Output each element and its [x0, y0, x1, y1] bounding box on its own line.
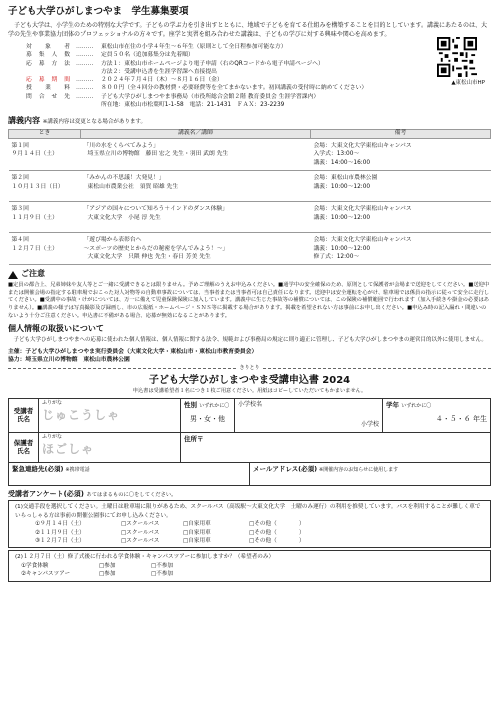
table-row: [9, 233, 491, 265]
guardian-label: 保護者 氏名: [9, 433, 39, 462]
info-value: 子ども大学ひがしまつやま事務局（市役所総合会館２階 教育委員会 生涯学習課内）: [101, 93, 320, 100]
student-label: 受講者 氏名: [9, 399, 39, 432]
grade-field[interactable]: 学年 いずれかに〇 ４・５・６ 年生: [386, 400, 487, 423]
survey-option[interactable]: □スクールバス: [121, 537, 160, 544]
info-row: [26, 76, 406, 84]
lecture-title: 「みかんの不思議！大発見！」 東松山市農業公社 須賀 昭雄 先生: [81, 171, 311, 202]
survey-q1-row[interactable]: [15, 537, 484, 545]
warning-icon: [8, 271, 18, 279]
survey-item: ①学食体験: [21, 562, 49, 569]
cooperation-line: 協力：埼玉県立川の博物館 東松山市農林公園: [8, 357, 130, 364]
survey-title: 受講者アンケート(必須) あてはまるものに〇をしてください。: [8, 489, 177, 498]
lecture-title: 「遊び場から表彰台へ 〜スポーツの歴史とからだの秘密を学んでみよう！〜」 大東文化大学 只隈 伸也 先生・春日 芳美 先生: [81, 233, 311, 265]
recruitment-page: [8, 6, 491, 584]
intro-text: 子ども大学は、小学生のための特別な大学です。子どもの学ぶ力を引き出すとともに、地域で子どもを育てる仕組みを構築することを目的としています。講義にあたるのは、大学の先生や事業協力団体のプロフェッショナルの方々です。座学と実習を組み合わせた講義は、子どもの学びに対する興味や関心を高めます。: [8, 21, 488, 38]
info-key: 募集人数: [26, 52, 70, 59]
info-row: [26, 93, 406, 101]
survey-option[interactable]: □参加: [99, 571, 116, 578]
privacy-text: 子ども大学ひがしまつやまへの応募に使われた個人情報は、個人情報に関する法令、規範および事務局の規定に則り適正に管理し、子ども大学ひがしまつやまの運営目的以外に使用しません。: [8, 337, 487, 344]
survey-option[interactable]: □その他（ ）: [249, 521, 305, 528]
col-header-note: 備考: [311, 129, 491, 138]
leader-dots: [76, 68, 98, 76]
school-field[interactable]: 小学校名 小学校: [235, 399, 383, 432]
info-key: 応募期間: [26, 77, 70, 84]
application-form: [8, 398, 491, 486]
lecture-date: 第２回 １０月１３日（日）: [9, 171, 81, 202]
info-value: ８００円（全４回分の教材費・必要経費等を全てまかないます。初回講義の受付時に納めてください）: [101, 85, 368, 92]
notes-title: ご注意: [8, 269, 491, 280]
info-row: [26, 43, 406, 51]
lecture-date: 第４回 １２月７日（土）: [9, 233, 81, 265]
table-row: [9, 202, 491, 233]
survey-q1-row[interactable]: [15, 520, 484, 528]
info-row: [26, 51, 406, 59]
survey-item: ②キャンパスツアー: [21, 571, 71, 578]
lecture-note: 会場：大東文化大学東松山キャンパス 講義：10:00〜12:00 修了式：12:00〜: [311, 233, 491, 265]
lecture-note: 会場：大東文化大学東松山キャンパス 入学式：13:00〜 講義：14:00〜16:00: [311, 138, 491, 170]
survey-option[interactable]: □自家用車: [183, 529, 211, 536]
survey-date: ②１１月９日（土）: [35, 529, 85, 536]
col-header-date: とき: [9, 129, 81, 138]
qr-caption: ▲東松山市HP: [451, 80, 485, 87]
lecture-note: 会場：大東文化大学東松山キャンパス 講義：10:00〜12:00: [311, 202, 491, 233]
info-row: [26, 68, 406, 76]
survey-q1: (1)交通手段を選択してください。土曜日は駐車場に限りがあるため、スクールバス（高坂駅〜大東文化大学 土曜のみ運行）の利用を推奨しています。バスを利用することが難しく車でいらっしゃる方は事前の開催公園事にてお申し込みください。 ①９月１４日（土） □スクールバス □自家用車 □その他（ ） ②１１月９日（土） □スクールバス □自家用車 □その他（ ） ③１２月７日（土） □スクールバス □自家用車 □その他（ ）: [8, 500, 491, 548]
leader-dots: ………: [76, 44, 94, 51]
leader-dots: ………: [76, 60, 94, 67]
survey-option[interactable]: □不参加: [151, 571, 174, 578]
info-key: [26, 68, 70, 76]
info-row: [26, 84, 406, 92]
address-field[interactable]: 住所〒: [184, 434, 204, 443]
form-subtitle: 申込書は受講希望者１名につき１枚ご用意ください。用紙はコピーしていただいてもかまいません。: [132, 387, 367, 394]
survey-option[interactable]: □その他（ ）: [249, 529, 305, 536]
survey-option[interactable]: □自家用車: [183, 521, 211, 528]
table-row: [9, 138, 491, 170]
info-value: ２０２４年７月４日（木）〜８月１６日（金）: [101, 77, 223, 84]
guardian-name-field[interactable]: ふりがな ほごしゃ: [39, 433, 181, 462]
form-title: 子ども大学ひがしまつやま受講申込書 2024: [148, 375, 351, 387]
table-row: [9, 171, 491, 202]
info-value: 所在地：東松山市松葉町1-1-58 電話：21-1431 ＦＡＸ：23-2239: [101, 101, 285, 108]
privacy-title: 個人情報の取扱いについて: [8, 324, 104, 334]
leader-dots: ………: [76, 52, 94, 59]
info-key: 問合せ先: [26, 93, 70, 100]
info-section: [8, 43, 491, 115]
survey-option[interactable]: □不参加: [151, 562, 174, 569]
info-key: 対象者: [26, 44, 70, 51]
student-name-field[interactable]: ふりがな じゅこうしゃ: [39, 399, 181, 432]
survey-q2: (2)１２月７日（土）修了式後に行われる学食体験・キャンパスツアーに参加しますか？（希望者のみ） ①学食体験 □参加 □不参加 ②キャンパスツアー □参加 □不参加: [8, 550, 491, 581]
survey-option[interactable]: □スクールバス: [121, 529, 160, 536]
survey-option[interactable]: □その他（ ）: [249, 537, 305, 544]
leader-dots: ………: [76, 85, 94, 92]
survey-q2-row[interactable]: [15, 570, 484, 578]
survey-option[interactable]: □参加: [99, 562, 116, 569]
info-value: 定員５０名（追加募集分は先着順）: [101, 52, 194, 59]
page-title: 子ども大学ひがしまつやま 学生募集要項: [8, 6, 189, 17]
leader-dots: ………: [76, 77, 94, 84]
info-row: [26, 60, 406, 68]
survey-q1-row[interactable]: [15, 529, 484, 537]
guardian-furigana-sample: ほごしゃ: [42, 441, 95, 456]
survey-hint: あてはまるものに〇をしてください。: [86, 491, 177, 498]
emergency-contact-field[interactable]: 緊急連絡先(必須) ※携帯電話: [9, 463, 250, 485]
qr-code-icon[interactable]: [437, 37, 477, 77]
info-key: 授業料: [26, 85, 70, 92]
lecture-note: 会場：東松山市農林公園 講義：10:00〜12:00: [311, 171, 491, 202]
survey-q2-row[interactable]: [15, 562, 484, 570]
lectures-note: ※講義内容は変更となる場合があります。: [42, 119, 146, 126]
survey-date: ③１２月７日（土）: [35, 537, 85, 544]
col-header-title: 講義名／講師: [81, 129, 311, 138]
lectures-title: 講義内容 ※講義内容は変更となる場合があります。: [8, 116, 146, 126]
lecture-table: [8, 129, 491, 265]
info-value: 方法２：受講申込書を生涯学習課へ直接提出: [101, 68, 217, 75]
host-line: 主催：子ども大学ひがしまつやま実行委員会（大東文化大学・東松山市・東松山市教育委員会）: [8, 349, 258, 356]
lecture-date: 第１回 ９月１４日（土）: [9, 138, 81, 170]
info-value: 東松山市在住の小学４年生〜６年生（原則として全日程参加可能な方）: [101, 44, 287, 51]
survey-option[interactable]: □自家用車: [183, 537, 211, 544]
gender-field[interactable]: 性別 いずれかに〇 男・女・他: [181, 399, 235, 432]
lecture-date: 第３回 １１月９日（土）: [9, 202, 81, 233]
survey-option[interactable]: □スクールバス: [121, 521, 160, 528]
info-key: [26, 101, 70, 109]
info-key: 応募方法: [26, 60, 70, 67]
cut-label: きりとり: [236, 365, 262, 372]
cut-line: [8, 365, 491, 374]
leader-dots: [76, 101, 98, 109]
notes-text: ■定員の都合上、兄弟姉妹や友人等とご一緒に受講できるとは限りません。予めご理解のうえお申込みください。■通学中の安全確保のため、原則として保護者が会場まで送迎をしてください。■送迎中または開催会場の指定する駐車場でおこった対人対物等の自動車事故については、当事者または当事者可は自己責任になります。送迎中は安全運転を心がけ、駐車場では係員の指示に従って安全に走行してください。■受講中の事故・けがについては、万一に備えて児童保険保険に加入しています。講義中に生じた事故等の補償については、この保険の補償範囲で行われます（加入手続きや掛金の必要はありません）。■講義の様子は写真撮影及び録画し、市の広報紙・ホームページ・ＳＮＳ等に掲載する場合があります。掲載を希望されない方は事前にお申し出ください。■申込み時の記入漏れ・間違いのないよう十分ご注意ください。申込書に不備がある場合、応募が無効になることがあります。: [8, 282, 490, 319]
lecture-title: 「アジアの国々について知ろう＋インドのダンス体験」 大東文化大学 小尾 淳 先生: [81, 202, 311, 233]
survey-date: ①９月１４日（土）: [35, 521, 85, 528]
email-field[interactable]: メールアドレス(必須) ※開催内容のお知らせに使用します: [253, 464, 399, 473]
info-list: [26, 43, 406, 109]
student-furigana-sample: じゅこうしゃ: [42, 407, 121, 422]
info-value: 方法１：東松山市ホームページより電子申請（右のQRコードから電子申請ページへ）: [101, 60, 324, 67]
leader-dots: ………: [76, 93, 94, 100]
lecture-title: 「川の水をくらべてみよう」 埼玉県立川の博物館 藤田 宏之 先生・羽田 武朗 先生: [81, 138, 311, 170]
info-row: [26, 101, 406, 109]
